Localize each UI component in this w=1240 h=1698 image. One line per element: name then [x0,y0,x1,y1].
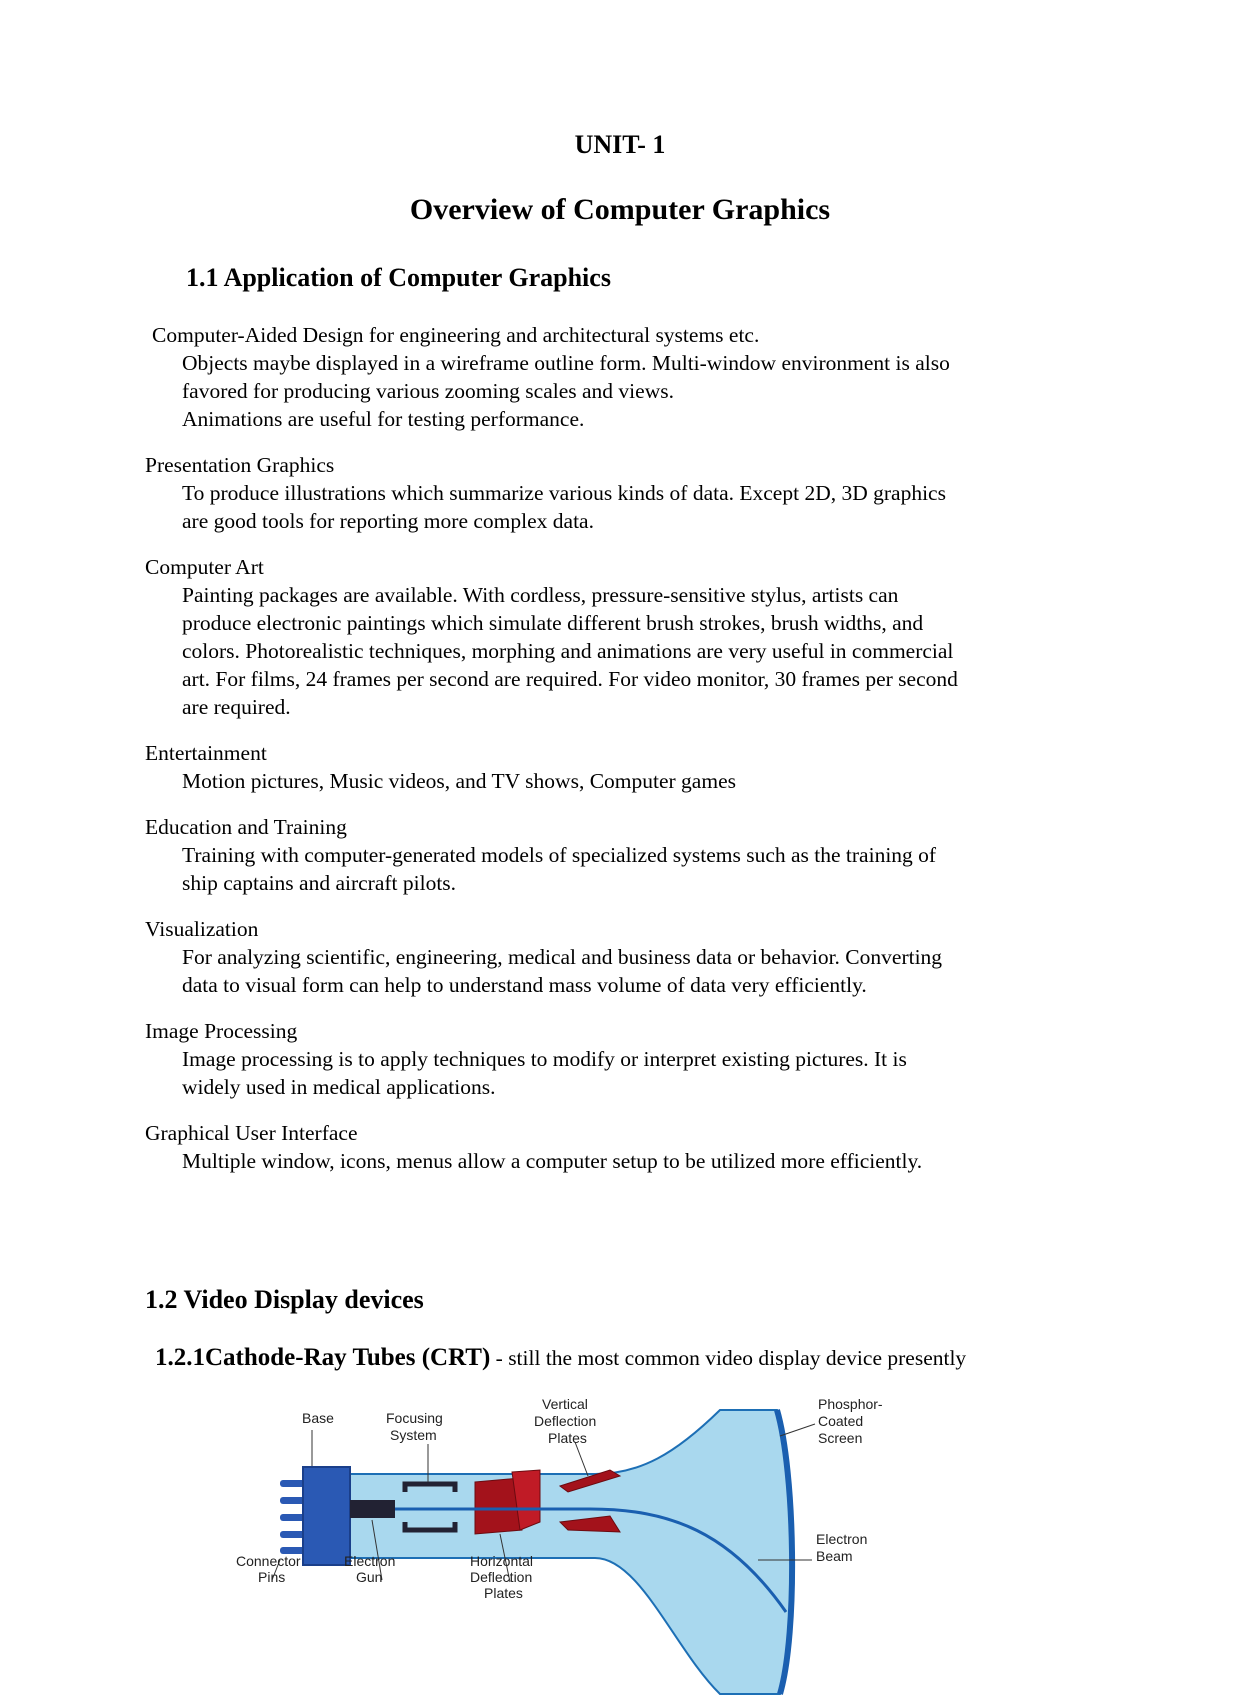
application-name: Computer-Aided Design for engineering and architectural systems etc. [152,323,760,347]
label-focusing: Focusing [386,1410,443,1426]
label-electron-gun-1: Electron [344,1553,396,1569]
application-description: To produce illustrations which summarize various kinds of data. Except 2D, 3D graphics are good tools for reporting more complex data. [182,481,946,533]
label-pins: Pins [258,1569,286,1585]
application-name: Entertainment [145,741,267,765]
application-description: Multiple window, icons, menus allow a computer setup to be utilized more efficiently. [182,1149,923,1173]
application-name: Computer Art [145,555,264,579]
unit-label: UNIT- 1 [574,130,666,159]
application-description: Motion pictures, Music videos, and TV shows, Computer games [182,769,736,793]
application-description: Painting packages are available. With cordless, pressure-sensitive stylus, artists can produce electronic paintings which simulate different brush strokes, brush widths, and colors. Photorealistic techniques, morphing and animations are very useful in commercial art. For films, 24 frames per second are required. For video monitor, 30 frames per second are required. [182,583,958,719]
label-connector: Connector [236,1553,301,1569]
tube-base [303,1467,350,1565]
application-name: Visualization [145,917,259,941]
label-coated: Coated [818,1413,864,1429]
list-item [145,915,1145,999]
label-electron-gun-2: Gun [356,1569,383,1585]
application-name: Graphical User Interface [145,1121,358,1145]
electron-gun [350,1500,395,1518]
application-name: Education and Training [145,815,347,839]
crt-tube-body [350,1410,792,1694]
label-deflection-v: Deflection [534,1413,597,1429]
crt-heading-description: - still the most common video display device presently [490,1346,967,1370]
application-name: Presentation Graphics [145,453,335,477]
label-plates-v: Plates [548,1430,587,1446]
crt-diagram [236,1392,1010,1692]
label-deflection-h: Deflection [470,1569,533,1585]
crt-heading-bold: 1.2.1Cathode-Ray Tubes (CRT) [155,1344,491,1371]
label-screen: Screen [818,1430,863,1446]
list-item [145,1119,1145,1175]
label-base: Base [302,1410,334,1426]
label-vertical: Vertical [542,1396,588,1412]
application-description: Image processing is to apply techniques to modify or interpret existing pictures. It is widely used in medical applications. [182,1047,907,1099]
list-item [145,321,1145,433]
subsection-heading-crt [155,1344,966,1372]
application-name: Image Processing [145,1019,298,1043]
label-electron-beam-2: Beam [816,1548,853,1564]
label-plates-h: Plates [484,1585,523,1601]
list-item [145,553,1145,721]
applications-list [145,321,1145,1193]
page-title: Overview of Computer Graphics [409,193,831,226]
application-description: For analyzing scientific, engineering, medical and business data or behavior. Converting data to visual form can help to understand mass volume of data very efficiently. [182,945,943,997]
section-heading-video-display: 1.2 Video Display devices [145,1285,424,1314]
list-item [145,739,1145,795]
application-description: Objects maybe displayed in a wireframe outline form. Multi-window environment is also favored for producing various zooming scales and views. Animations are useful for testing performance. [182,351,950,431]
list-item [145,451,1145,535]
list-item [145,813,1145,897]
label-system: System [390,1427,437,1443]
label-phosphor: Phosphor- [818,1396,883,1412]
label-horizontal: Horizontal [470,1553,534,1569]
list-item [145,1017,1145,1101]
label-electron-beam-1: Electron [816,1531,868,1547]
section-heading-applications: 1.1 Application of Computer Graphics [186,263,611,292]
application-description: Training with computer-generated models of specialized systems such as the training of ship captains and aircraft pilots. [182,843,937,895]
connector-pins [280,1480,305,1554]
